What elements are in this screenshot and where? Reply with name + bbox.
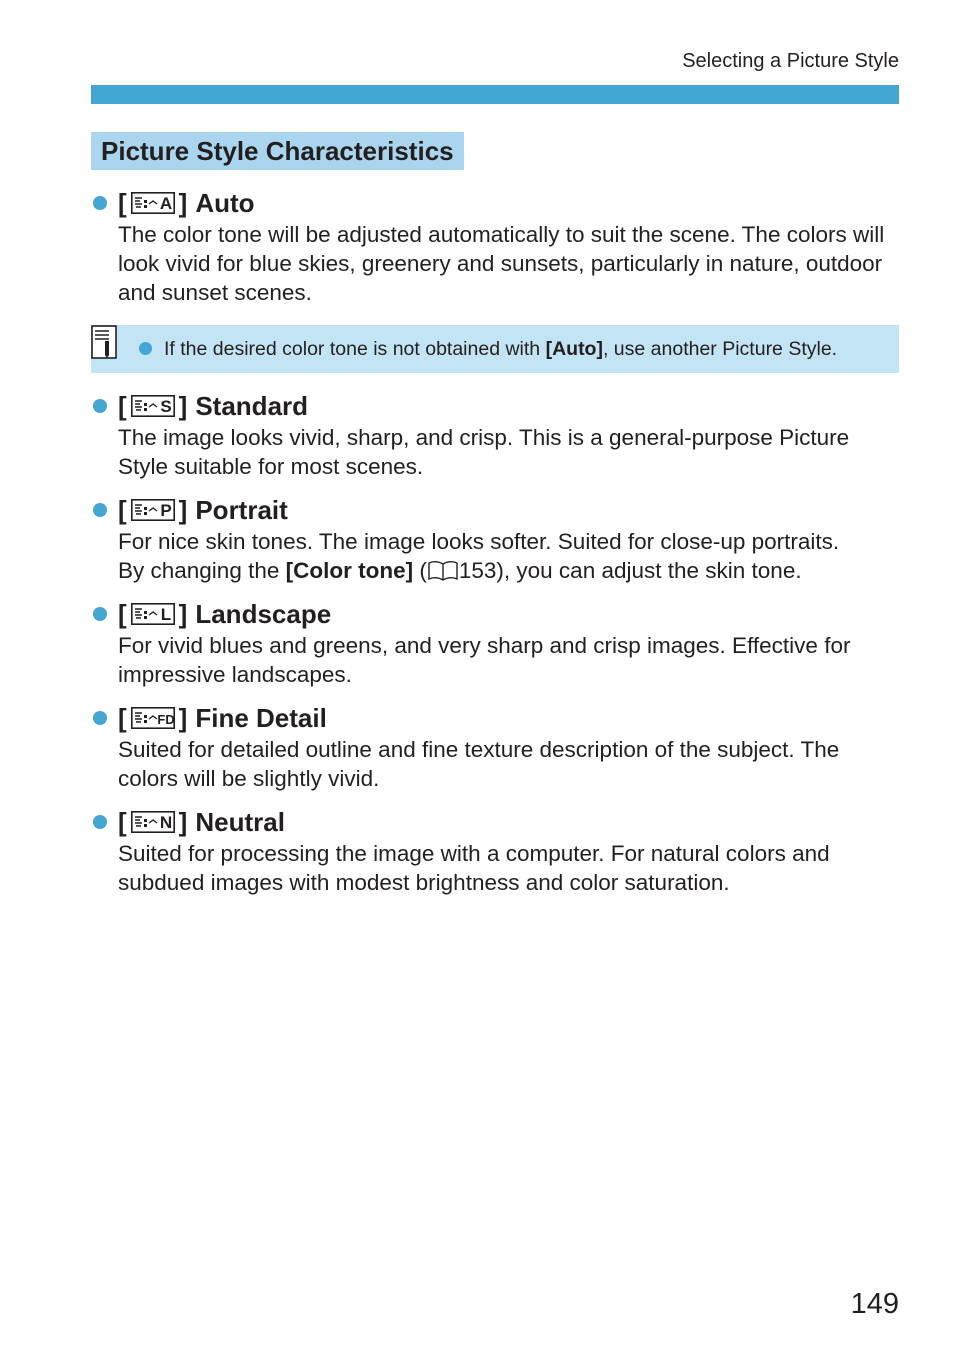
bracket-open: [ (118, 391, 127, 421)
bracket-close: ] (178, 495, 188, 525)
item-fine-detail (91, 701, 901, 805)
icon-letter-standard: S (160, 397, 172, 416)
bracket-close: ] (178, 807, 188, 837)
icon-letter-neutral: N (159, 813, 172, 832)
item-desc-auto: The color tone will be adjusted automatically to suit the scene. The colors will look vivid for blue skies, greenery and sunsets, particularly in nature, outdoor and sunset scenes. (118, 222, 885, 305)
bracket-open: [ (118, 703, 127, 733)
header-bar (91, 85, 899, 104)
bracket-close: ] (178, 703, 188, 733)
item-title-auto (91, 186, 901, 220)
item-title-portrait (91, 493, 901, 527)
memo-icon (91, 325, 117, 359)
bracket-close: ] (178, 391, 188, 421)
bracket-open: [ (118, 188, 127, 218)
item-neutral (91, 805, 901, 897)
item-desc-fine-detail: Suited for detailed outline and fine texture description of the subject. The colors will be slightly vivid. (118, 737, 840, 791)
bracket-open: [ (118, 495, 127, 525)
item-landscape (91, 597, 901, 701)
note-bullet-icon (139, 342, 152, 355)
item-title-landscape (91, 597, 901, 631)
item-title-neutral (91, 805, 901, 839)
icon-letter-landscape: L (160, 605, 171, 624)
bullet-icon (93, 399, 107, 413)
item-desc-neutral: Suited for processing the image with a computer. For natural colors and subdued images with modest brightness and color saturation. (118, 841, 830, 895)
icon-letter-portrait: P (160, 501, 172, 520)
bullet-icon (93, 196, 107, 210)
picture-style-portrait-icon (131, 499, 175, 521)
bracket-open: [ (118, 807, 127, 837)
header-section-label: Selecting a Picture Style (682, 50, 899, 72)
book-reference-icon (427, 559, 459, 581)
bracket-open: [ (118, 599, 127, 629)
picture-style-landscape-icon (131, 603, 175, 625)
picture-style-fine-detail-icon (131, 707, 175, 729)
item-portrait (91, 493, 901, 597)
bullet-icon (93, 815, 107, 829)
bullet-icon (93, 711, 107, 725)
item-auto (91, 186, 901, 307)
item-title-standard (91, 389, 901, 423)
item-name-portrait: Portrait (195, 495, 288, 525)
item-name-auto: Auto (195, 188, 255, 218)
item-title-fine-detail (91, 701, 901, 735)
bullet-icon (93, 503, 107, 517)
page-ref: 153 (458, 558, 497, 583)
item-name-fine-detail: Fine Detail (195, 703, 327, 733)
bullet-icon (93, 607, 107, 621)
item-name-standard: Standard (195, 391, 309, 421)
item-name-neutral: Neutral (195, 807, 285, 837)
bracket-close: ] (178, 599, 188, 629)
item-standard (91, 389, 901, 493)
note-text: If the desired color tone is not obtained with [Auto], use another Picture Style. (164, 338, 838, 360)
picture-style-auto-icon (131, 192, 175, 214)
color-tone-bold: [Color tone] (285, 558, 414, 583)
item-desc-landscape: For vivid blues and greens, and very sharp and crisp images. Effective for impressive landscapes. (118, 633, 851, 687)
icon-letter-auto: A (159, 194, 172, 213)
content (91, 186, 901, 897)
picture-style-neutral-icon (131, 811, 175, 833)
section-title: Picture Style Characteristics (91, 132, 464, 170)
item-name-landscape: Landscape (195, 599, 332, 629)
item-desc-standard: The image looks vivid, sharp, and crisp. This is a general-purpose Picture Style suitable for most scenes. (118, 425, 850, 479)
bracket-close: ] (178, 188, 188, 218)
icon-letter-fine-detail: FD (157, 712, 175, 727)
note-bold: [Auto] (545, 338, 603, 360)
page-number: 149 (850, 1288, 899, 1320)
picture-style-standard-icon (131, 395, 175, 417)
item-desc-portrait: For nice skin tones. The image looks softer. Suited for close-up portraits. By changing the [Color tone] ( 153), you can adjust the skin tone. (118, 529, 840, 583)
note-box (91, 325, 899, 373)
